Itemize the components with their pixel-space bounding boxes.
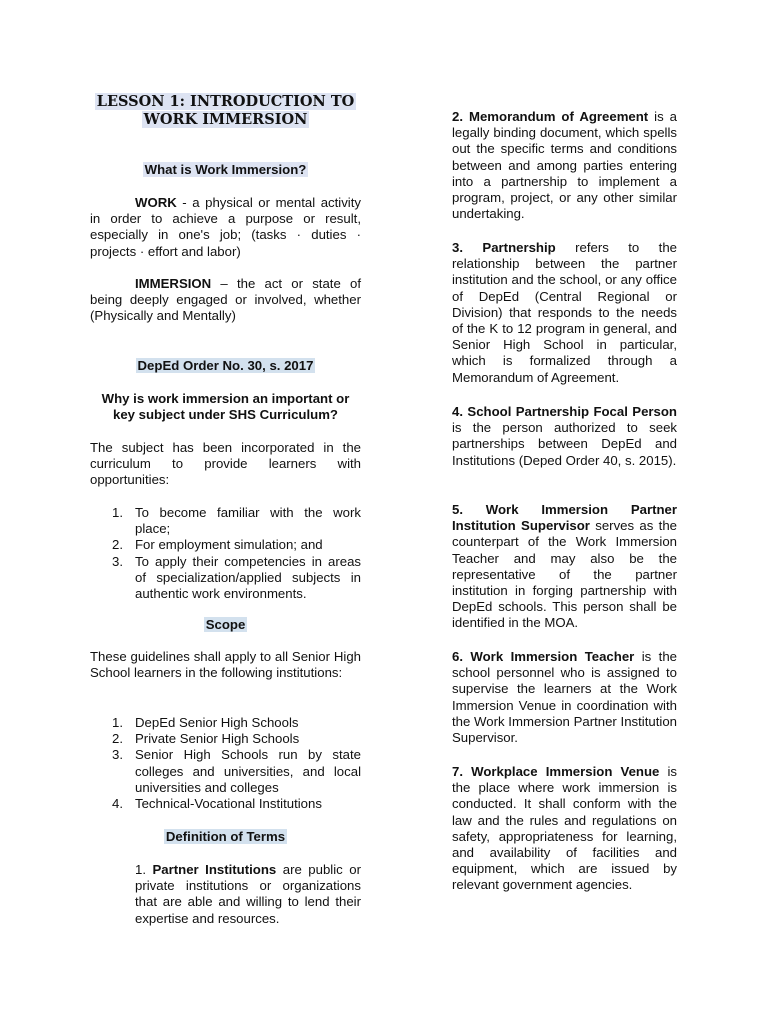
institution-item-text: DepEd Senior High Schools: [135, 715, 299, 730]
definitions-heading: Definition of Terms: [165, 829, 286, 844]
why-heading: Why is work immersion an important or key subject under SHS Curriculum?: [101, 391, 350, 423]
institution-item-number: 2.: [112, 731, 123, 747]
institution-item: [90, 731, 361, 747]
opportunity-item-number: 1.: [112, 505, 123, 520]
opportunity-item-text: To apply their competencies in areas of specialization/applied subjects in authentic work environments.: [135, 553, 361, 602]
def7-text: is the place where work immersion is conducted. It shall conform with the law and the rules and regulations on safety, appropriateness for learning, and availability of facilities and equipment, which are issued by relevant government agencies.: [452, 764, 678, 893]
opportunity-item: [90, 505, 361, 537]
what-heading: What is Work Immersion?: [144, 162, 307, 177]
immersion-term: IMMERSION: [135, 276, 212, 291]
scope-heading: Scope: [205, 617, 246, 632]
def6-term: 6. Work Immersion Teacher: [452, 649, 635, 664]
definitions-heading-block: [90, 829, 361, 845]
subject-intro: The subject has been incorporated in the curriculum to provide learners with opportunities:: [90, 440, 361, 488]
opportunity-item: [90, 537, 361, 553]
def-memorandum: [452, 109, 677, 222]
lesson-title-line2: WORK IMMERSION: [143, 110, 308, 128]
opportunity-item-text: For employment simulation; and: [135, 537, 323, 553]
why-heading-block: [90, 391, 361, 423]
def1-text: are public or private institutions or organizations that are able and willing to lend their expertise and resources.: [135, 862, 361, 926]
scope-heading-block: [90, 617, 361, 633]
def-partnership: [452, 240, 677, 386]
def1-term: Partner Institutions: [152, 862, 277, 877]
lesson-title: [90, 93, 361, 128]
def2-term: 2. Memorandum of Agreement: [452, 109, 649, 124]
def1-num: 1.: [135, 862, 153, 877]
lesson-title-line1: LESSON 1: INTRODUCTION TO: [96, 93, 355, 110]
def3-term: 3. Partnership: [452, 240, 556, 255]
def2-text: is a legally binding document, which spells out the specific terms and conditions between and among parties entering into a partnership to implement a program, project, or any other similar undertaking.: [452, 109, 677, 222]
work-def: - a physical or mental activity in order to achieve a purpose or result, especially in one's job; (tasks · duties · projects · effort and labor): [90, 195, 361, 259]
deped-heading: DepEd Order No. 30, s. 2017: [137, 358, 314, 373]
opportunity-item-number: 3.: [112, 553, 123, 569]
institution-item-text: Technical-Vocational Institutions: [135, 796, 322, 812]
work-definition: [90, 195, 361, 260]
def-immersion-teacher: [452, 649, 677, 746]
def5-term: 5. Work Immersion Partner Institution Supervisor: [452, 502, 677, 534]
institution-item-text: Private Senior High Schools: [135, 731, 300, 747]
institution-item-number: 4.: [112, 796, 123, 812]
opportunity-item: [90, 554, 361, 603]
def-partner-institutions: [90, 862, 361, 927]
deped-heading-block: [90, 358, 361, 374]
scope-intro: These guidelines shall apply to all Senior High School learners in the following institutions:: [90, 649, 361, 681]
institution-item: [90, 796, 361, 812]
institution-item-number: 1.: [112, 715, 123, 730]
institution-item: [90, 747, 361, 796]
def5-text: serves as the counterpart of the Work Immersion Teacher and may also be the representative of the partner institution in forging partnership with DepEd schools. This person shall be identified in the MOA.: [452, 518, 677, 631]
def7-term: 7. Workplace Immersion Venue: [452, 764, 660, 779]
opportunity-item-number: 2.: [112, 537, 123, 553]
opportunities-list: [90, 505, 361, 602]
def3-text: refers to the relationship between the partner institution and the school, or any office of DepEd (Central Regional or Division) that responds to the needs of the K to 12 program in general, and Senior High School in particular, which is formalized through a Memorandum of Agreement.: [452, 240, 677, 385]
def4-term: 4. School Partnership Focal Person: [452, 404, 677, 419]
def6-text: is the school personnel who is assigned to supervise the learners at the Work Immersion Venue in coordination with the Work Immersion Partner Institution Supervisor.: [452, 649, 677, 746]
work-term: WORK: [135, 195, 177, 210]
institution-item-text: Senior High Schools run by state colleges and universities, and local universities and colleges: [135, 747, 361, 795]
def-partner-supervisor: [452, 502, 677, 632]
def-immersion-venue: [452, 764, 677, 894]
immersion-def: – the act or state of being deeply engaged or involved, whether (Physically and Mentally): [90, 276, 361, 324]
def-focal-person: [452, 404, 677, 469]
opportunity-item-text: To become familiar with the work place;: [135, 505, 361, 537]
institutions-list: [90, 715, 361, 812]
def4-text: is the person authorized to seek partnerships between DepEd and Institutions (Deped Order 40, s. 2015).: [452, 420, 677, 468]
institution-item-number: 3.: [112, 747, 123, 763]
what-heading-block: [90, 162, 361, 178]
institution-item: [90, 715, 361, 731]
immersion-definition: [90, 276, 361, 325]
